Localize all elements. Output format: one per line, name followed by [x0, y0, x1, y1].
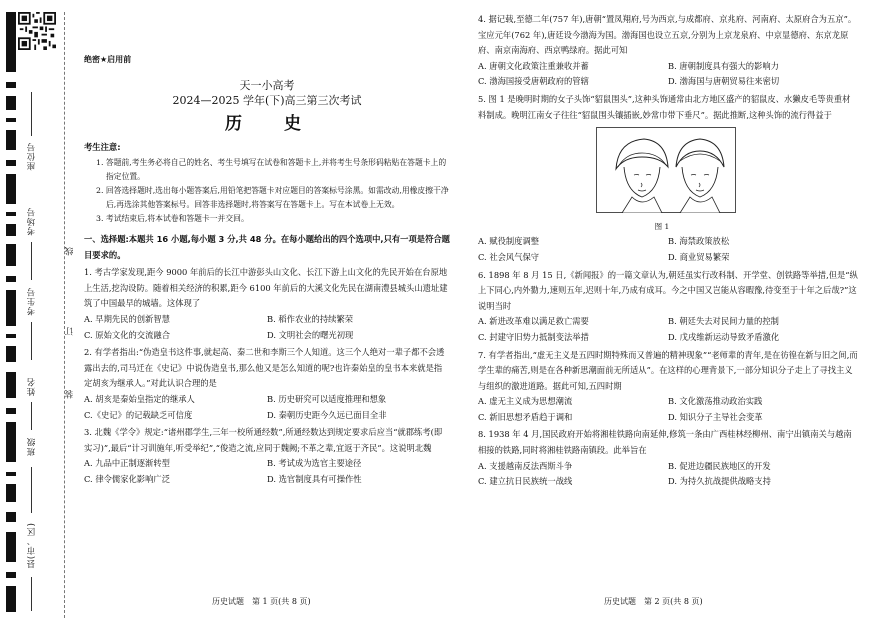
option-d[interactable]: D. 选官制度具有可操作性 — [267, 473, 362, 484]
figure-caption: 图 1 — [654, 221, 670, 231]
exam-title: 2024—2025 学年(下)高三第三次考试 — [172, 94, 362, 108]
option-d[interactable]: D. 秦朝历史距今久远已面目全非 — [267, 409, 387, 420]
qr-code-icon — [18, 12, 56, 50]
field-seat: 座位号 — [27, 142, 37, 171]
field-class: 班级 — [27, 437, 37, 456]
cut-line — [64, 12, 65, 618]
question-3 — [84, 425, 450, 487]
mark-bind: 订 — [65, 327, 75, 336]
option-c[interactable]: C. 新旧思想矛盾趋于调和 — [478, 411, 573, 422]
question-stem: 6. 1898 年 8 月 15 日,《新闻报》的一篇文章认为,朝廷虽实行改科制、开学堂、创铁路等举措,但是“纵上下同心,内外勠力,速则五年,迟则十年,乃成有成耳。今之中国又岂能从容暇豫,待变至于十年之后哉?”这说明当时 — [478, 269, 858, 311]
field-seat-line — [31, 92, 32, 136]
option-b[interactable]: B. 朝廷失去对民间力量的控制 — [668, 316, 779, 327]
option-d[interactable]: D. 戊戌维新运动导致矛盾激化 — [668, 331, 780, 342]
option-a[interactable]: A. 胡亥是秦始皇指定的继承人 — [84, 393, 195, 404]
mark-install: 装 — [65, 390, 75, 399]
option-b[interactable]: B. 历史研究可以适度推理和想象 — [267, 393, 387, 404]
option-c[interactable]: C. 渤海国接受唐朝政府的管辖 — [478, 76, 589, 87]
question-stem: 7. 有学者指出,“虚无主义是五四时期特殊而又普遍的精神现象”“老师辈的青年,是在彷徨在新与旧之间,而学生辈的痛苦,则是在各种新思潮面前无所适从”。在这样的心理背景下,一部分知识分子走上了寻找主义与组织的激进道路。据此可知,五四时期 — [478, 349, 858, 391]
headdress-figure — [596, 127, 736, 213]
field-room: 考场号 — [27, 207, 37, 236]
option-d[interactable]: D. 为持久抗战提供战略支持 — [668, 476, 771, 487]
option-a[interactable]: A. 九品中正制逐渐转型 — [84, 458, 170, 469]
option-a[interactable]: A. 赋役制度调整 — [478, 236, 540, 247]
notice-list — [84, 156, 450, 226]
field-name-line — [31, 402, 32, 430]
option-c[interactable]: C.《史记》的记载缺乏可信度 — [84, 409, 193, 420]
notice-item: 1. 答题前,考生务必将自己的姓名、考生号填写在试卷和答题卡上,并将考生号条形码粘贴在答题卡上的指定位置。 — [96, 157, 447, 181]
footer-page-2: 历史试题 第 2 页(共 8 页) — [604, 597, 703, 606]
field-name: 姓名 — [27, 377, 37, 396]
option-a[interactable]: A. 早期先民的创新智慧 — [84, 313, 170, 324]
question-stem: 2. 有学者指出:“伪造皇书这件事,就起高、秦二世和李斯三个人知道。这三个人绝对一辈子都不会透露出去的,司马迁在《史记》中说伪造皇书,那么他又是怎么知道的呢?也许秦始皇的皇书本来就是指定胡亥为继承人。”对此认识合理的是 — [84, 347, 445, 389]
option-b[interactable]: B. 考试成为选官主要途径 — [267, 458, 362, 469]
question-4 — [478, 12, 858, 90]
option-b[interactable]: B. 海禁政策放松 — [668, 236, 730, 247]
question-stem: 1. 考古学家发现,距今 9000 年前后的长江中游彭头山文化、长江下游上山文化的先民开始在台原地上生活,挖沟设防。随着相关经济的积累,距今 6100 年前后的大溪文化先民在湖南澧县城头山遗址建筑了中国最早的城墙。这体现了 — [84, 267, 448, 309]
option-c[interactable]: C. 封建守旧势力抵制变法举措 — [478, 331, 589, 342]
exam-org: 天一小高考 — [239, 78, 295, 92]
option-c[interactable]: C. 原始文化的交流融合 — [84, 329, 170, 340]
option-a[interactable]: A. 支援越南反法西斯斗争 — [478, 460, 573, 471]
subject-title: 历 史 — [225, 113, 319, 134]
question-stem: 3. 北魏《学令》规定:“诸州郡学生,三年一校所通经数”,所通经数达到规定要求后应当“就郡练考(即实习)”,最后“计习训施年,听受举纪”,“俊造之流,应同于魏阙;不革之辈,宜返于齐民”。这说明北魏 — [84, 427, 443, 453]
mark-line: 线 — [65, 247, 75, 256]
black-bars — [6, 12, 16, 612]
section-heading: 一、选择题:本题共 16 小题,每小题 3 分,共 48 分。在每小题给出的四个选项中,只有一项是符合题目要求的。 — [84, 233, 450, 260]
page-1 — [84, 10, 450, 487]
option-b[interactable]: B. 稻作农业的持续繁荣 — [267, 313, 354, 324]
page-2 — [478, 10, 858, 490]
footer-page-1: 历史试题 第 1 页(共 8 页) — [212, 597, 311, 606]
notice-item: 2. 回答选择题时,选出每小题答案后,用铅笔把答题卡对应题目的答案标号涂黑。如需改动,用橡皮擦干净后,再选涂其他答案标号。回答非选择题时,将答案写在答题卡上。写在本试卷上无效。 — [96, 185, 449, 209]
field-county: 县(市、区) — [27, 522, 37, 569]
field-room-line — [31, 242, 32, 280]
field-county-line — [31, 577, 32, 611]
question-stem: 5. 图 1 是晚明时期的女子头饰“貂鼠围头”,这种头饰通常由北方地区盛产的貂鼠皮、水獭皮毛等贵重材料制成。晚明江南女子往往“貂鼠围头镶插嵌,妙常巾带下垂尺”。据此推断,这种头饰的流行得益于 — [478, 93, 851, 120]
option-d[interactable]: D. 文明社会的曙光初现 — [267, 329, 354, 340]
option-c[interactable]: C. 建立抗日民族统一战线 — [478, 476, 573, 487]
option-a[interactable]: A. 唐朝文化政策注重兼收并蓄 — [478, 60, 589, 71]
question-2 — [84, 345, 450, 423]
option-d[interactable]: D. 渤海国与唐朝贸易往来密切 — [668, 76, 780, 87]
secret-label: 绝密★启用前 — [84, 55, 132, 64]
question-stem: 8. 1938 年 4 月,国民政府开始将湘桂铁路向南延伸,修筑一条由广西桂林经柳州、南宁出镇南关与越南相接的铁路,同时将湘桂铁路南镇段。此举旨在 — [478, 429, 852, 456]
question-5 — [478, 92, 858, 266]
notice-title: 考生注意: — [84, 142, 121, 153]
option-d[interactable]: D. 知识分子主导社会变革 — [668, 411, 763, 422]
option-a[interactable]: A. 新进改革难以满足救亡需要 — [478, 316, 589, 327]
notice-item: 3. 考试结束后,将本试卷和答题卡一并交回。 — [96, 213, 249, 223]
option-c[interactable]: C. 社会风气保守 — [478, 251, 540, 262]
binding-strip — [6, 12, 75, 612]
question-7 — [478, 348, 858, 426]
option-b[interactable]: B. 促进边疆民族地区的开发 — [668, 460, 771, 471]
field-examinee-line — [31, 322, 32, 360]
option-a[interactable]: A. 虚无主义成为思想潮流 — [478, 396, 573, 407]
question-1 — [84, 265, 450, 343]
question-8 — [478, 427, 858, 489]
option-b[interactable]: B. 文化激荡推动政治实践 — [668, 396, 763, 407]
field-class-line — [31, 467, 32, 513]
option-d[interactable]: D. 商业贸易繁荣 — [668, 251, 730, 262]
field-examinee: 考生号 — [27, 287, 37, 316]
option-b[interactable]: B. 唐朝制度具有强大的影响力 — [668, 60, 779, 71]
question-stem: 4. 据记载,至德二年(757 年),唐朝“置凤翔府,号为西京,与成都府、京兆府、河南府、太原府合为五京”。宝应元年(762 年),唐廷设今渤海为国。渤海国也设立五京,分别为上京龙泉府、中京显德府、东京龙原府、南京南海府、西京鸭绿府。据此可知 — [478, 14, 857, 56]
option-c[interactable]: C. 律令儒家化影响广泛 — [84, 473, 170, 484]
question-6 — [478, 268, 858, 346]
